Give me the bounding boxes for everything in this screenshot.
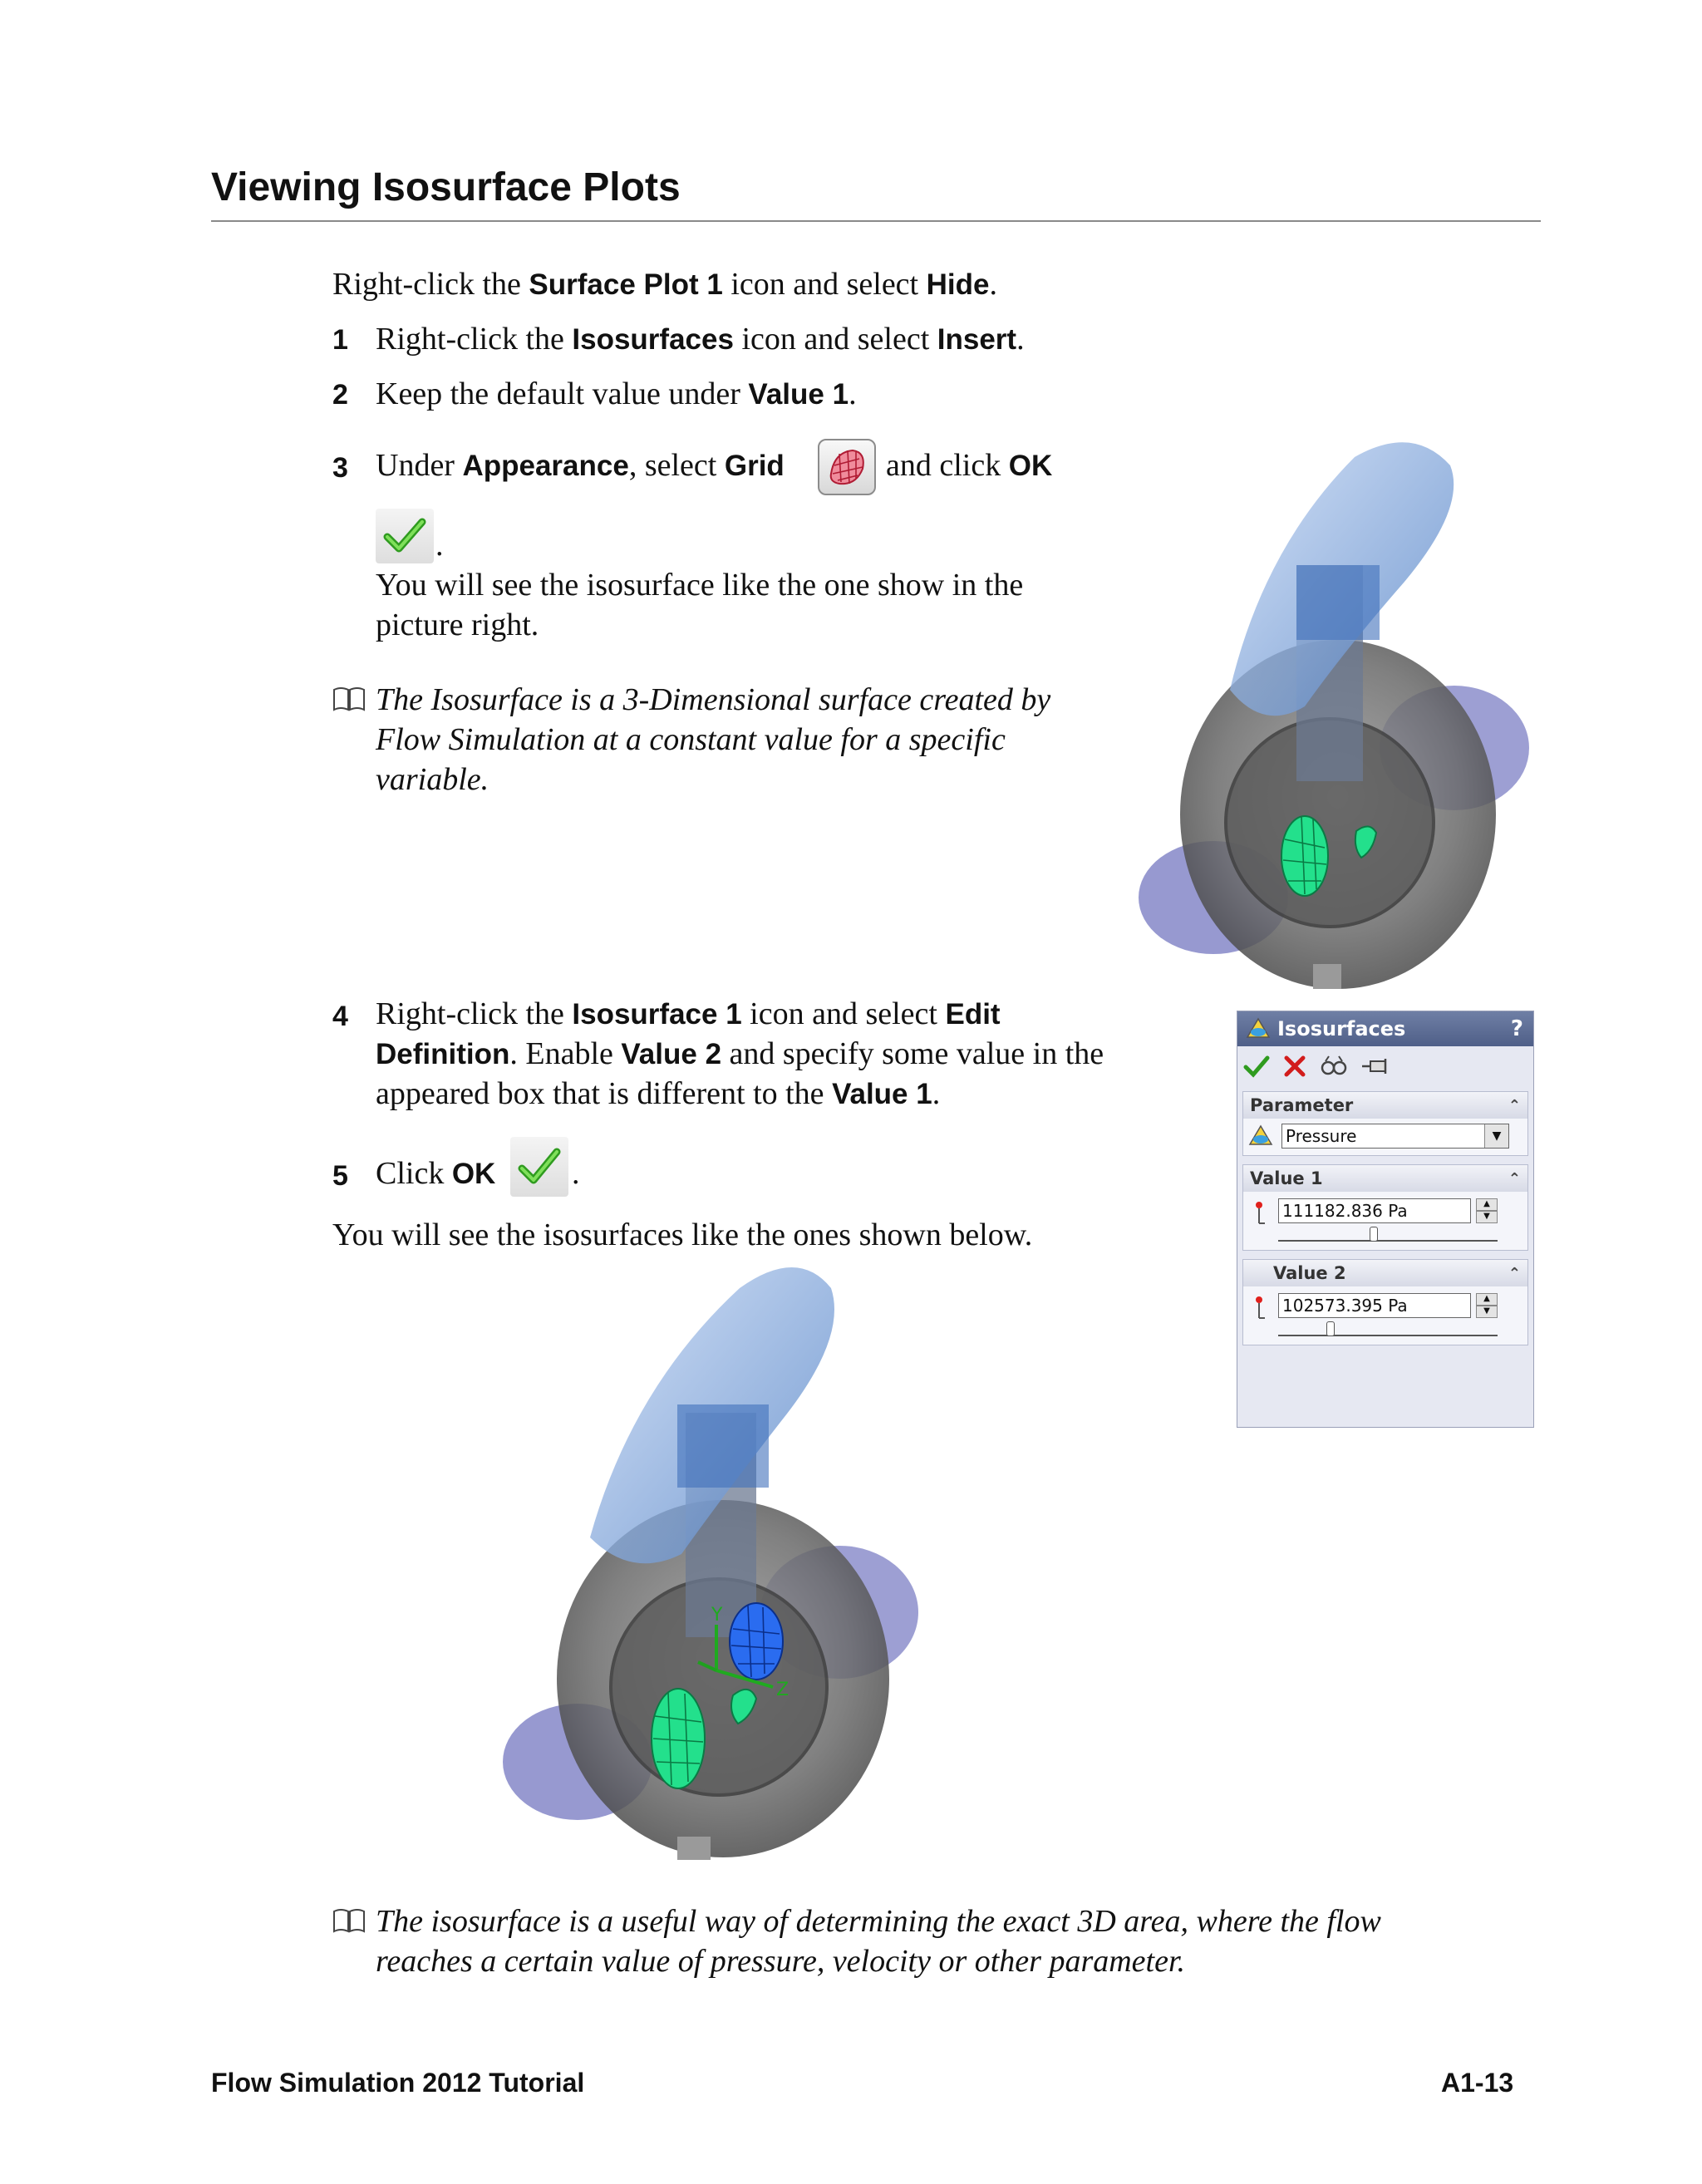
step-3-text-tail: and click OK: [886, 448, 1053, 483]
footer-title: Flow Simulation 2012 Tutorial: [211, 2068, 585, 2098]
page-number: A1-13: [1441, 2068, 1514, 2098]
value1-spinner[interactable]: ▲ ▼: [1476, 1198, 1498, 1223]
step-3-text: Under Appearance, select Grid: [376, 448, 785, 483]
preview-icon[interactable]: [1319, 1054, 1349, 1079]
isosurface-render-2: [499, 1255, 931, 1862]
handle-base: [677, 1404, 769, 1488]
step-number: 3: [332, 452, 348, 484]
isosurface-render-1: [1139, 432, 1537, 997]
isosurfaces-panel: [1237, 1011, 1534, 1428]
isosurface-icon: [1246, 1017, 1271, 1040]
help-button[interactable]: ?: [1510, 1016, 1523, 1041]
step-5-period: .: [572, 1156, 580, 1191]
step-3-period: .: [435, 528, 444, 563]
collapse-icon[interactable]: ⌃: [1508, 1264, 1521, 1282]
intro-line: Right-click the Surface Plot 1 icon and select Hide.: [332, 267, 997, 302]
value1-group: [1242, 1164, 1528, 1251]
value2-group-header[interactable]: Value 2 ⌃: [1243, 1260, 1527, 1286]
panel-title-bar: [1237, 1011, 1533, 1046]
note-1-line2: Flow Simulation at a constant value for a specific: [376, 722, 1006, 757]
panel-toolbar: [1237, 1046, 1533, 1086]
step-number: 4: [332, 1001, 348, 1032]
panel-title: Isosurfaces: [1277, 1017, 1406, 1040]
step-1-text: Right-click the Isosurfaces icon and select Insert.: [376, 322, 1025, 357]
note-2-line2: reaches a certain value of pressure, velocity or other parameter.: [376, 1944, 1186, 1979]
step-number: 5: [332, 1160, 348, 1192]
axis-y-label: Y: [711, 1605, 723, 1626]
drain-plug: [677, 1837, 711, 1860]
value1-group-header[interactable]: Value 1 ⌃: [1243, 1165, 1527, 1192]
value2-slider-thumb[interactable]: [1326, 1321, 1335, 1336]
value1-slider[interactable]: [1278, 1227, 1498, 1242]
step-4-line2: Definition. Enable Value 2 and specify some value in the: [376, 1036, 1104, 1071]
grid-appearance-button[interactable]: [818, 439, 876, 495]
value2-input[interactable]: 102573.395 Pa: [1278, 1293, 1471, 1318]
value1-input[interactable]: 111182.836 Pa: [1278, 1198, 1471, 1223]
parameter-select-value: Pressure: [1286, 1126, 1357, 1146]
page-title: Viewing Isosurface Plots: [211, 165, 681, 209]
parameter-icon: [1248, 1124, 1273, 1148]
ok-button[interactable]: [376, 509, 434, 563]
ok-icon[interactable]: [1242, 1054, 1271, 1079]
title-rule: [211, 220, 1541, 222]
step-4-line3: appeared box that is different to the Value 1.: [376, 1076, 941, 1111]
step-4-line1: Right-click the Isosurface 1 icon and select Edit: [376, 996, 1001, 1031]
below-text: You will see the isosurfaces like the ones shown below.: [332, 1217, 1033, 1252]
value1-slider-thumb[interactable]: [1370, 1227, 1378, 1242]
step-5-text: Click OK: [376, 1156, 496, 1191]
note-1-line3: variable.: [376, 762, 489, 797]
ok-button[interactable]: [510, 1137, 568, 1197]
value2-slider[interactable]: [1278, 1321, 1498, 1336]
step-3-line3: picture right.: [376, 607, 539, 642]
drain-plug: [1313, 964, 1341, 989]
book-icon: [332, 1908, 366, 1937]
step-2-text: Keep the default value under Value 1.: [376, 376, 857, 411]
checkmark-icon: [510, 1137, 568, 1197]
handle-base: [1296, 565, 1380, 640]
cancel-icon[interactable]: [1282, 1054, 1307, 1079]
parameter-group-header[interactable]: Parameter ⌃: [1243, 1092, 1527, 1119]
step-number: 2: [332, 379, 348, 411]
axis-z-label: Z: [776, 1680, 790, 1700]
collapse-icon[interactable]: ⌃: [1508, 1096, 1521, 1114]
value-marker-icon: [1255, 1198, 1267, 1227]
value2-spinner[interactable]: ▲ ▼: [1476, 1293, 1498, 1318]
step-3-line2: You will see the isosurface like the one show in the: [376, 568, 1024, 603]
book-icon: [332, 686, 366, 716]
parameter-group: [1242, 1091, 1528, 1156]
value-marker-icon: [1255, 1293, 1267, 1321]
dropdown-arrow-icon[interactable]: ▼: [1484, 1124, 1508, 1148]
grid-icon: [819, 440, 874, 494]
parameter-select[interactable]: [1281, 1124, 1509, 1149]
value2-group: [1242, 1259, 1528, 1345]
note-1-line1: The Isosurface is a 3-Dimensional surface created by: [376, 682, 1051, 717]
pushpin-icon[interactable]: [1360, 1054, 1390, 1079]
collapse-icon[interactable]: ⌃: [1508, 1169, 1521, 1188]
checkmark-icon: [376, 509, 434, 563]
isosurface-blue: [730, 1603, 783, 1680]
note-2-line1: The isosurface is a useful way of determining the exact 3D area, where the flow: [376, 1904, 1381, 1939]
step-number: 1: [332, 324, 348, 356]
